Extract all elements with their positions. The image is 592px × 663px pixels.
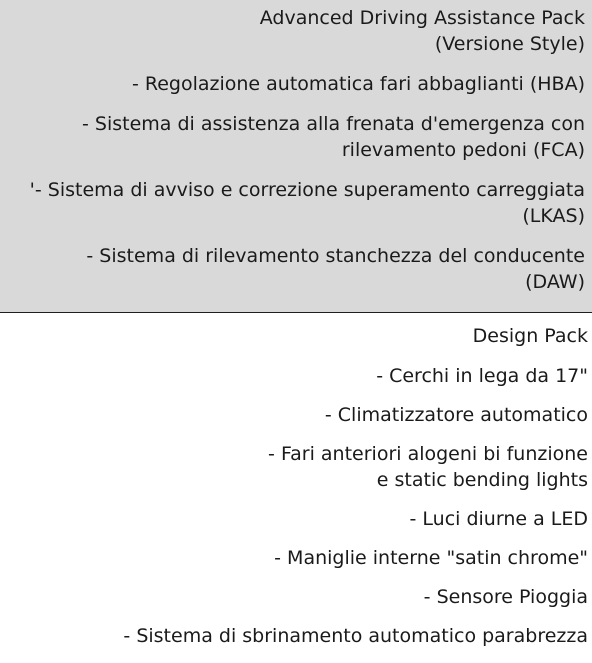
list-item bbox=[0, 623, 588, 649]
list-item-text-continuation: rilevamento pedoni (FCA) bbox=[341, 139, 585, 161]
list-item-text: - Sensore Pioggia bbox=[423, 586, 588, 608]
list-item-text: - Maniglie interne "satin chrome" bbox=[274, 547, 588, 569]
list-item-text: - Fari anteriori alogeni bi funzione bbox=[268, 443, 588, 465]
list-item-text: '- Sistema di avviso e correzione superamento carreggiata bbox=[29, 179, 585, 201]
list-item bbox=[0, 441, 588, 493]
advanced-pack-title-line1: Advanced Driving Assistance Pack bbox=[259, 7, 585, 29]
advanced-pack-title bbox=[0, 5, 585, 57]
list-item-text: - Sistema di rilevamento stanchezza del conducente bbox=[86, 245, 585, 267]
design-pack-section bbox=[0, 313, 592, 649]
design-pack-title-text: Design Pack bbox=[472, 325, 588, 347]
advanced-driving-pack-section bbox=[0, 0, 592, 313]
list-item bbox=[0, 363, 588, 389]
advanced-pack-title-line2: (Versione Style) bbox=[434, 33, 585, 55]
list-item-text: - Luci diurne a LED bbox=[409, 508, 588, 530]
list-item-text-continuation: e static bending lights bbox=[376, 469, 588, 491]
list-item bbox=[0, 545, 588, 571]
list-item bbox=[0, 243, 585, 295]
list-item-text: - Sistema di assistenza alla frenata d'emergenza con bbox=[82, 113, 585, 135]
list-item bbox=[0, 71, 585, 97]
list-item-text-continuation: (LKAS) bbox=[522, 205, 585, 227]
list-item-text: - Regolazione automatica fari abbaglianti (HBA) bbox=[131, 73, 585, 95]
list-item bbox=[0, 584, 588, 610]
list-item bbox=[0, 177, 585, 229]
list-item-text: - Climatizzatore automatico bbox=[324, 404, 588, 426]
design-pack-title bbox=[0, 323, 588, 349]
list-item bbox=[0, 402, 588, 428]
list-item bbox=[0, 506, 588, 532]
list-item-text-continuation: (DAW) bbox=[525, 271, 585, 293]
list-item-text: - Cerchi in lega da 17" bbox=[376, 365, 588, 387]
list-item bbox=[0, 111, 585, 163]
list-item-text: - Sistema di sbrinamento automatico parabrezza bbox=[123, 625, 588, 647]
